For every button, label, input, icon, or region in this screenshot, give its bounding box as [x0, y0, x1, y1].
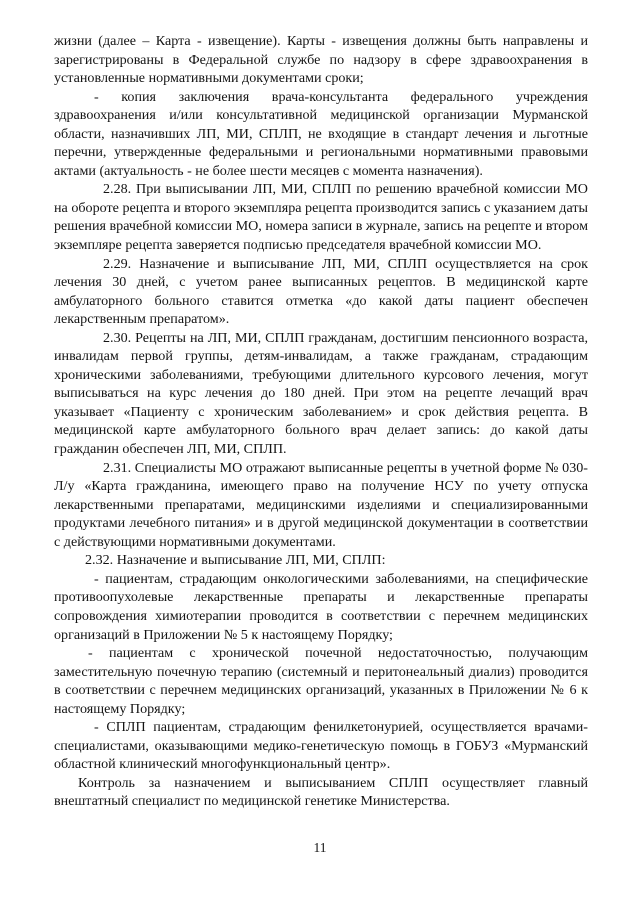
- paragraph-2-28: 2.28. При выписывании ЛП, МИ, СПЛП по решению врачебной комиссии МО на обороте рецепта и второго экземпляра рецепта производится запись с указанием даты решения врачебной комиссии МО, номера записи в журнале, запись на рецепте и втором экземпляре рецепта заверяется подписью председателя врачебной комиссии МО.: [54, 181, 588, 254]
- list-item-oncology: - пациентам, страдающим онкологическими заболеваниями, на специфические противоопухолевые лекарственные препараты и лекарственные препараты сопровождения химиотерапии проводится в соответствии с перечнем медицинских организаций в Приложении № 5 к настоящему Порядку;: [54, 570, 588, 643]
- list-item-renal-failure: - пациентам с хронической почечной недостаточностью, получающим заместительную почечную терапию (системный и перитонеальный диализ) проводится в соответствии с перечнем медицинских организаций, указанных в Приложении № 6 к настоящему Порядку;: [54, 645, 588, 717]
- list-item-phenylketonuria: - СПЛП пациентам, страдающим фенилкетонурией, осуществляется врачами-специалистами, оказывающими медико-генетическую помощь в ГОБУЗ «Мурманский областной клинический многофункциональный центр».: [54, 719, 588, 773]
- paragraph-2-30: 2.30. Рецепты на ЛП, МИ, СПЛП гражданам, достигшим пенсионного возраста, инвалидам первой группы, детям-инвалидам, а также гражданам, страдающим хроническими заболеваниями, требующими длительного курсового лечения, могут выписываться на курс лечения до 180 дней. При этом на рецепте лечащий врач указывает «Пациенту с хроническим заболеванием» и срок действия рецепта. В медицинской карте амбулаторного больного врач делает запись: до какой даты гражданин обеспечен ЛП, МИ, СПЛП.: [54, 329, 588, 458]
- page-number: 11: [313, 840, 327, 855]
- paragraph-2-32: 2.32. Назначение и выписывание ЛП, МИ, СПЛП:: [85, 552, 386, 569]
- paragraph-consultant-conclusion-copy: - копия заключения врача-консультанта федерального учреждения здравоохранения и/или консультативной медицинской организации Мурманской области, назначивших ЛП, МИ, СПЛП, не входящие в стандарт лечения и льготные перечни, утвержденные федеральными и региональными нормативными правовыми актами (актуальность - не более шести месяцев с момента назначения).: [54, 88, 588, 179]
- paragraph-2-29: 2.29. Назначение и выписывание ЛП, МИ, СПЛП осуществляется на срок лечения 30 дней, с учетом ранее выписанных рецептов. В медицинской карте амбулаторного больного ставится отметка «до какой даты пациент обеспечен лекарственным препаратом».: [54, 255, 588, 328]
- paragraph-2-31: 2.31. Специалисты МО отражают выписанные рецепты в учетной форме № 030-Л/у «Карта гражданина, имеющего право на получение НСУ по учету отпуска лекарственными препаратами, медицинскими изделиями и специализированными продуктами лечебного питания» и в другой медицинской документации в соответствии с действующими нормативными документами.: [54, 459, 588, 550]
- document-body: [54, 32, 588, 811]
- paragraph-control: Контроль за назначением и выписыванием СПЛП осуществляет главный внештатный специалист по медицинской генетике Министерства.: [54, 774, 588, 810]
- paragraph-notice-card-continuation: жизни (далее – Карта - извещение). Карты - извещения должны быть направлены и зарегистрированы в Федеральной службе по надзору в сфере здравоохранения в установленные нормативными документами сроки;: [54, 33, 588, 87]
